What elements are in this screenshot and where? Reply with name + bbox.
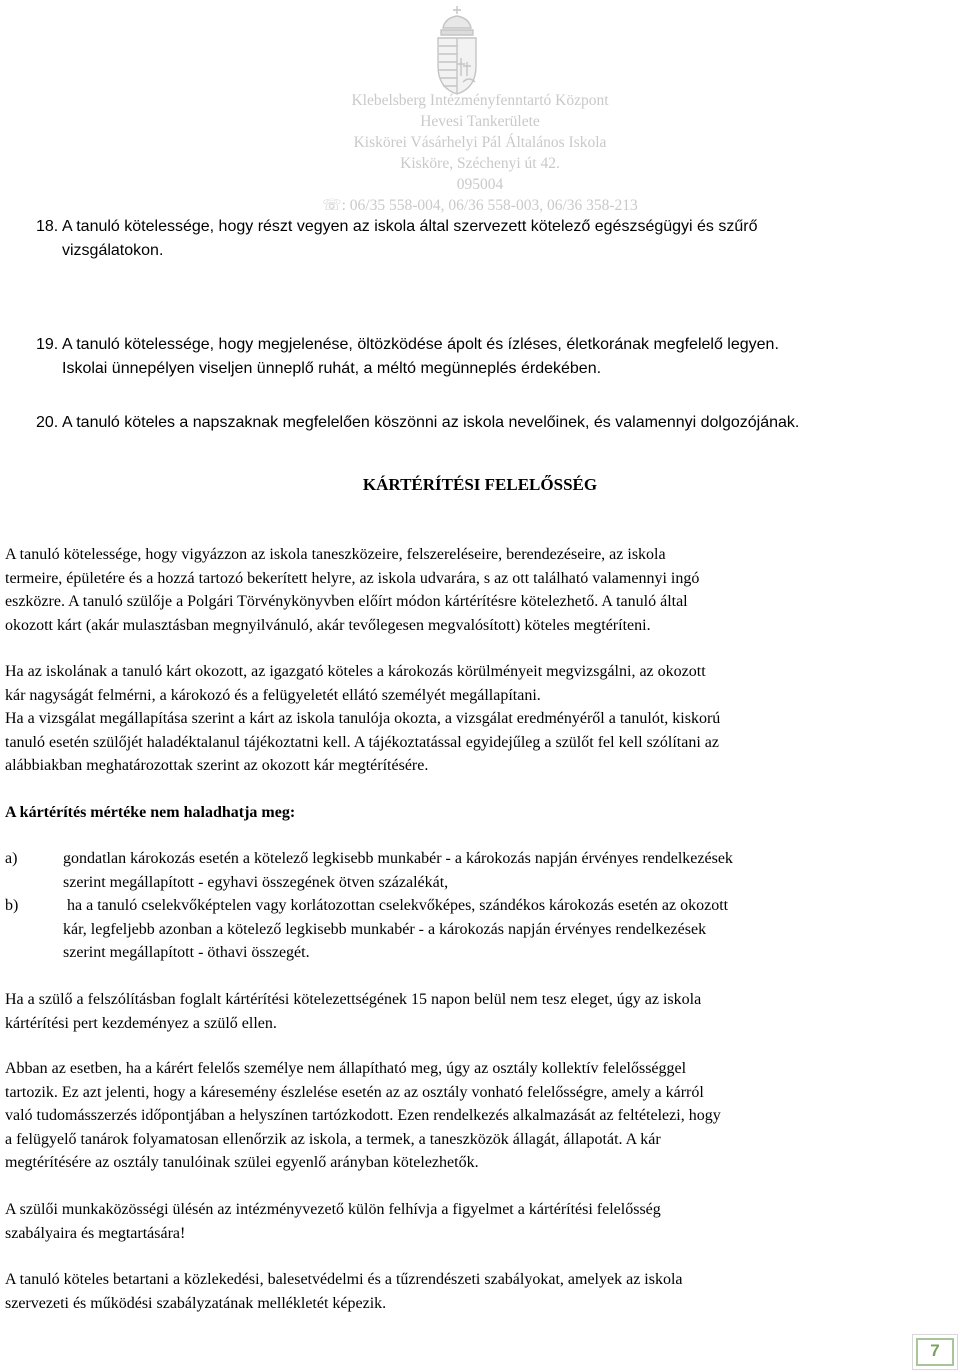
header-line: Hevesi Tankerülete xyxy=(420,113,540,130)
page-number: 7 xyxy=(930,1341,940,1360)
list-line: gondatlan károkozás esetén a kötelező legkisebb munkabér - a károkozás napján érvényes rendelkezések xyxy=(63,850,733,867)
paragraph-line: kártérítési pert kezdeményez a szülő ellen. xyxy=(5,1014,277,1032)
paragraph-line: A tanuló köteles betartani a közlekedési, balesetvédelmi és a tűzrendészeti szabályokat, amelyek az iskola xyxy=(5,1271,683,1288)
rule-text: A tanuló kötelessége, hogy megjelenése, öltözködése ápolt és ízléses, életkorának megfelelő legyen. xyxy=(62,336,779,353)
rule-text: Iskolai ünnepélyen viseljen ünneplő ruhát, a méltó megünneplés érdekében. xyxy=(62,360,602,377)
paragraph xyxy=(5,543,910,637)
paragraph-line: Ha az iskolának a tanuló kárt okozott, az igazgató köteles a károkozás körülményeit megvizsgálni, az okozott xyxy=(5,663,706,680)
limit-heading: A kártérítés mértéke nem haladhatja meg: xyxy=(5,804,296,821)
paragraph-line: kár nagyságát felmérni, a károkozó és a felügyeletét ellátó személyét megállapítani. xyxy=(5,686,541,704)
limit-item-a xyxy=(5,847,910,894)
page-number-box xyxy=(912,1334,958,1370)
paragraph-line: A tanuló kötelessége, hogy vigyázzon az iskola taneszközeire, felszereléseire, berendezéseire, az iskola xyxy=(5,546,666,563)
rule-number: 18. xyxy=(36,218,59,235)
rule-number: 20. xyxy=(36,414,59,431)
list-line: szerint megállapított - öthavi összegét. xyxy=(63,944,310,961)
paragraph-line: eszközre. A tanuló szülője a Polgári Törvénykönyvben előírt módon kártérítésre kötelezhető. A tanuló által xyxy=(5,593,688,610)
paragraph-line: megtérítésére az osztály tanulóinak szülei egyenlő arányban kötelezhetők. xyxy=(5,1154,479,1171)
list-line: ha a tanuló cselekvőképtelen vagy korlátozottan cselekvőképes, szándékos károkozás esetén az okozott xyxy=(67,897,729,914)
rule-number: 19. xyxy=(36,336,59,353)
paragraph-line: tanuló esetén szülőjét haladéktalanul tájékoztatni kell. A tájékoztatással egyidejűleg a szülőt fel kell szólítani az xyxy=(5,733,719,751)
hungarian-coat-of-arms-icon xyxy=(431,4,483,96)
header-line: Kisköre, Széchenyi út 42. xyxy=(400,155,560,172)
list-line: kár, legfeljebb azonban a kötelező legkisebb munkabér - a károkozás napján érvényes rendelkezések xyxy=(63,920,707,938)
list-line: szerint megállapított - egyhavi összegének ötven százalékát, xyxy=(63,873,449,891)
header-line: 095004 xyxy=(456,176,504,193)
paragraph-line: szabályaira és megtartására! xyxy=(5,1224,186,1242)
paragraph-line: okozott kárt (akár mulasztásban megnyilvánuló, akár tevőlegesen megvalósított) köteles megtéríteni. xyxy=(5,616,651,634)
paragraph xyxy=(5,1057,910,1175)
paragraph-line: Ha a szülő a felszólításban foglalt kártérítési kötelezettségének 15 napon belül nem tesz eleget, úgy az iskola xyxy=(5,991,702,1008)
list-marker: b) xyxy=(5,897,19,914)
rule-text: A tanuló kötelessége, hogy részt vegyen az iskola által szervezett kötelező egészségügyi és szűrő xyxy=(62,218,758,235)
paragraph-line: szervezeti és működési szabályzatának mellékletét képezik. xyxy=(5,1294,387,1312)
paragraph-line: tartozik. Ez azt jelenti, hogy a káresemény észlelése esetén az az osztály vonható felelősségre, amely a kárról xyxy=(5,1083,704,1101)
header-line: Kiskörei Vásárhelyi Pál Általános Iskola xyxy=(353,134,607,151)
paragraph xyxy=(5,988,910,1035)
list-marker: a) xyxy=(5,850,18,867)
paragraph-line: való tudomásszerzés időpontjában a helyszínen tartózkodott. Ezen rendelkezés alkalmazását az feltételezi, hogy xyxy=(5,1107,721,1124)
paragraph xyxy=(5,1198,910,1245)
limit-item-b xyxy=(5,894,910,965)
rule-item-19 xyxy=(36,333,916,381)
rule-text: vizsgálatokon. xyxy=(62,242,164,259)
paragraph-line: Ha a vizsgálat megállapítása szerint a kárt az iskola tanulója okozta, a vizsgálat eredményéről a tanulót, kiskorú xyxy=(5,710,721,727)
paragraph-line: alábbiakban meghatározottak szerint az okozott kár megtérítésére. xyxy=(5,757,429,774)
paragraph-line: Abban az esetben, ha a kárért felelős személye nem állapítható meg, úgy az osztály kollektív felelősséggel xyxy=(5,1060,687,1077)
paragraph-line: A szülői munkaközösségi ülésén az intézményvezető külön felhívja a figyelmet a kártérítési felelősség xyxy=(5,1201,661,1218)
paragraph xyxy=(5,1268,910,1315)
section-title: KÁRTÉRÍTÉSI FELELŐSSÉG xyxy=(362,475,598,494)
header-line: Klebelsberg Intézményfenntartó Központ xyxy=(351,92,609,109)
paragraph xyxy=(5,660,910,778)
school-header xyxy=(0,90,960,216)
paragraph-line: a felügyelő tanárok folyamatosan ellenőrzik az iskola, a termek, a taneszközök állagát, állapotát. A kár xyxy=(5,1130,661,1148)
header-contact-line: ☏: 06/35 558-004, 06/36 558-003, 06/36 358-213 xyxy=(322,197,638,214)
rule-item-18 xyxy=(36,215,916,263)
paragraph-line: termeire, épületére és a hozzá tartozó bekerített helyre, az iskola udvarára, s az ott található valamennyi ingó xyxy=(5,569,700,587)
rule-text: A tanuló köteles a napszaknak megfelelően köszönni az iskola nevelőinek, és valamennyi dolgozójának. xyxy=(62,414,800,431)
rule-item-20 xyxy=(36,411,916,435)
